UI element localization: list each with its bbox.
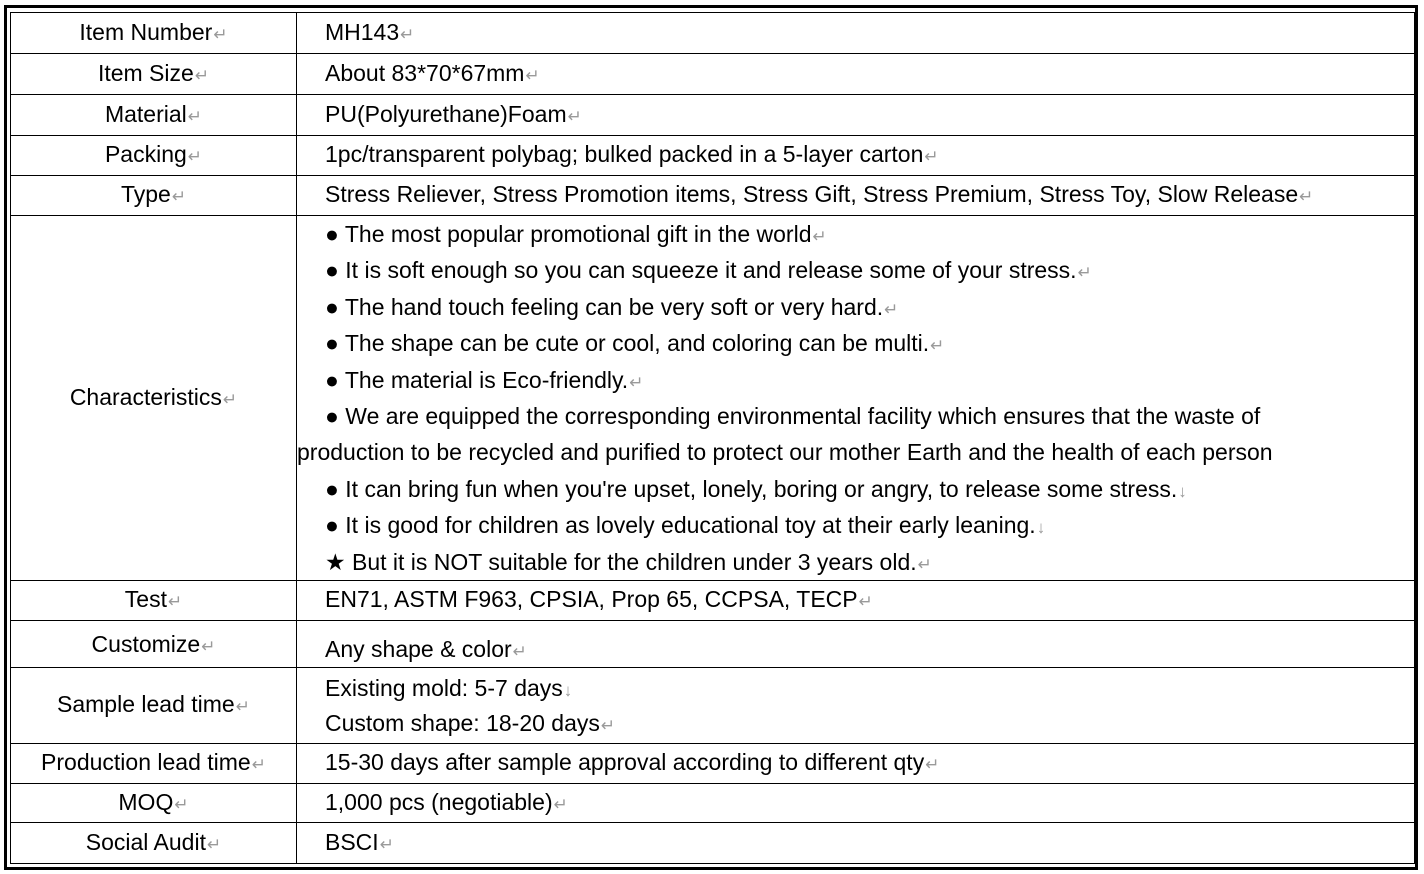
- row-value-production-lead-time: 15-30 days after sample approval according to different qty↵: [297, 744, 1415, 784]
- row-label-item-number: Item Number↵: [11, 13, 297, 54]
- characteristic-line: ● The hand touch feeling can be very soft or very hard.↵: [325, 293, 899, 320]
- paragraph-mark-icon: ↵: [400, 24, 415, 44]
- paragraph-mark-icon: ↵: [167, 592, 183, 611]
- paragraph-mark-icon: ↵: [235, 697, 250, 716]
- paragraph-mark-icon: ↵: [171, 187, 187, 206]
- paragraph-mark-icon: ↵: [379, 834, 394, 854]
- characteristic-line-warning: ★ But it is NOT suitable for the children under 3 years old.↵: [325, 548, 932, 575]
- row-label-material: Material↵: [11, 95, 297, 136]
- table-row: [11, 621, 1415, 668]
- row-label-moq: MOQ↵: [11, 784, 297, 823]
- row-value-test: EN71, ASTM F963, CPSIA, Prop 65, CCPSA, TECP↵: [297, 581, 1415, 621]
- paragraph-mark-icon: ↵: [553, 794, 568, 814]
- row-label-social-audit: Social Audit↵: [11, 823, 297, 864]
- paragraph-mark-icon: ↵: [600, 715, 616, 735]
- row-value-item-number: MH143↵: [297, 13, 1415, 54]
- row-value-customize: Any shape & color↵: [297, 621, 1415, 668]
- paragraph-mark-icon: ↵: [174, 794, 189, 814]
- row-label-characteristics: Characteristics↵: [11, 216, 297, 581]
- characteristic-line: ● The most popular promotional gift in the world↵: [325, 221, 827, 248]
- paragraph-mark-icon: ↵: [512, 642, 527, 661]
- paragraph-mark-icon: ↵: [812, 227, 827, 247]
- row-value-packing: 1pc/transparent polybag; bulked packed in a 5-layer carton↵: [297, 136, 1415, 176]
- paragraph-mark-icon: ↵: [525, 65, 540, 85]
- table-row: [11, 54, 1415, 95]
- sample-lead-time-line: Custom shape: 18-20 days↵: [325, 709, 616, 736]
- table-row: [11, 668, 1415, 744]
- sample-lead-time-line: Existing mold: 5-7 days↓: [325, 674, 573, 701]
- paragraph-mark-icon: ↵: [187, 147, 203, 166]
- table-row: [11, 744, 1415, 784]
- row-label-type: Type↵: [11, 176, 297, 216]
- table-row: [11, 95, 1415, 136]
- spec-table-frame: [4, 5, 1418, 870]
- table-row: [11, 136, 1415, 176]
- paragraph-mark-icon: ↵: [251, 755, 266, 774]
- paragraph-mark-icon: ↵: [1077, 263, 1092, 283]
- row-label-item-size: Item Size↵: [11, 54, 297, 95]
- paragraph-mark-icon: ↵: [222, 389, 238, 409]
- paragraph-mark-icon: ↵: [858, 592, 873, 611]
- row-value-moq: 1,000 pcs (negotiable)↵: [297, 784, 1415, 823]
- table-row: [11, 823, 1415, 864]
- paragraph-mark-icon: ↵: [917, 554, 932, 574]
- paragraph-mark-icon: ↵: [201, 637, 216, 656]
- paragraph-mark-icon: ↵: [930, 336, 945, 356]
- row-label-production-lead-time: Production lead time↵: [11, 744, 297, 784]
- table-row: [11, 216, 1415, 581]
- characteristic-line: ● The material is Eco-friendly.↵: [325, 366, 644, 393]
- characteristic-line-continued: production to be recycled and purified to protect our mother Earth and the health of each person: [297, 439, 1273, 466]
- row-value-social-audit: BSCI↵: [297, 823, 1415, 864]
- table-row: [11, 581, 1415, 621]
- row-label-customize: Customize↵: [11, 621, 297, 668]
- row-label-packing: Packing↵: [11, 136, 297, 176]
- paragraph-mark-icon: ↵: [884, 299, 899, 319]
- characteristic-line: ● We are equipped the corresponding environmental facility which ensures that the waste of: [325, 403, 1261, 429]
- characteristic-line: ● It is soft enough so you can squeeze it and release some of your stress.↵: [325, 257, 1092, 284]
- paragraph-mark-icon: ↵: [194, 65, 210, 85]
- characteristic-line: ● It can bring fun when you're upset, lonely, boring or angry, to release some stress.↓: [325, 475, 1187, 502]
- paragraph-mark-icon: ↵: [206, 834, 222, 854]
- line-break-mark-icon: ↓: [563, 680, 573, 700]
- paragraph-mark-icon: ↵: [567, 106, 582, 126]
- row-value-sample-lead-time: [297, 668, 1415, 744]
- line-break-mark-icon: ↓: [1036, 518, 1046, 538]
- paragraph-mark-icon: ↵: [924, 147, 939, 166]
- paragraph-mark-icon: ↵: [187, 106, 203, 126]
- row-value-type: Stress Reliever, Stress Promotion items, Stress Gift, Stress Premium, Stress Toy, Slow Release↵: [297, 176, 1415, 216]
- paragraph-mark-icon: ↵: [213, 24, 228, 44]
- paragraph-mark-icon: ↵: [1299, 187, 1314, 206]
- row-value-characteristics: [297, 216, 1415, 581]
- row-label-test: Test↵: [11, 581, 297, 621]
- paragraph-mark-icon: ↵: [629, 372, 644, 392]
- row-label-sample-lead-time: Sample lead time↵: [11, 668, 297, 744]
- characteristic-line: ● The shape can be cute or cool, and coloring can be multi.↵: [325, 330, 945, 357]
- line-break-mark-icon: ↓: [1178, 481, 1187, 501]
- spec-table: [10, 12, 1415, 864]
- table-row: [11, 176, 1415, 216]
- table-row: [11, 784, 1415, 823]
- characteristic-line: ● It is good for children as lovely educational toy at their early leaning.↓: [325, 512, 1046, 539]
- row-value-material: PU(Polyurethane)Foam↵: [297, 95, 1415, 136]
- row-value-item-size: About 83*70*67mm↵: [297, 54, 1415, 95]
- paragraph-mark-icon: ↵: [925, 755, 940, 774]
- table-row: [11, 13, 1415, 54]
